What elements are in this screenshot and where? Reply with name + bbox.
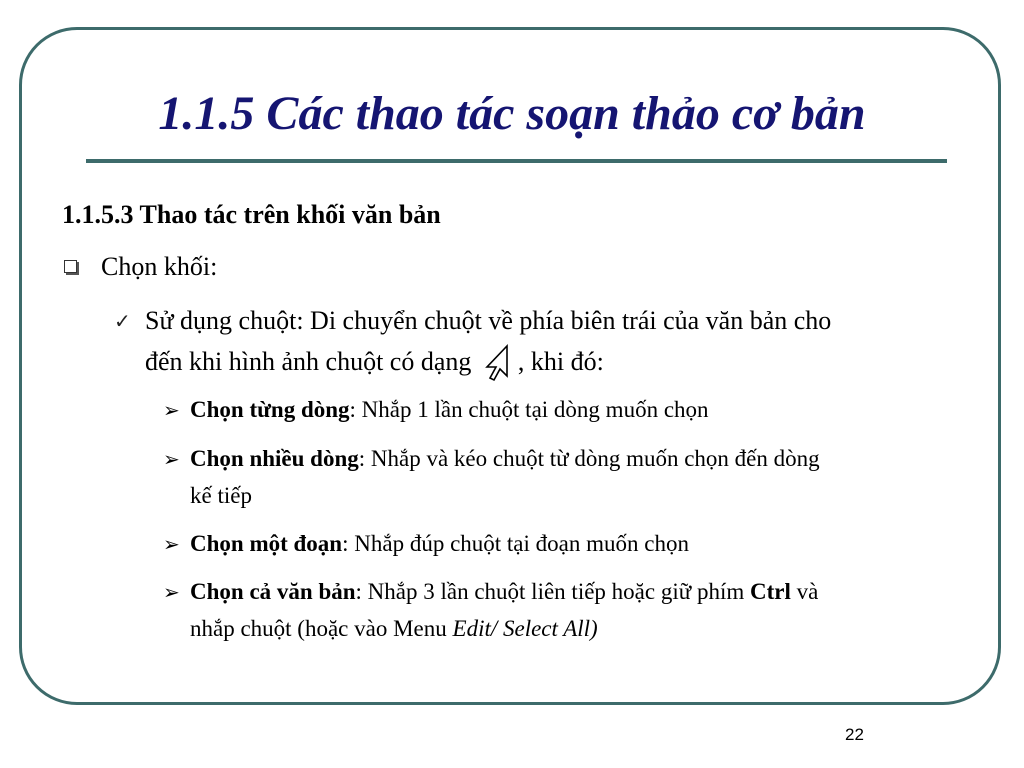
sub-bullet-line2-after: , khi đó: (517, 347, 604, 376)
item-4-bold: Chọn cả văn bản (190, 579, 356, 604)
item-4-ctrl: Ctrl (749, 579, 791, 604)
item-chon-mot-doan (190, 530, 689, 558)
item-chon-tung-dong (190, 396, 709, 424)
item-3-bold: Chọn một đoạn (190, 531, 343, 556)
item-1-bold: Chọn từng dòng (190, 397, 350, 422)
arrowhead-bullet-icon: ➢ (163, 398, 180, 422)
item-chon-ca-van-ban (190, 578, 818, 606)
item-4-line2-text: nhắp chuột (hoặc vào Menu (190, 616, 453, 641)
bullet-chon-khoi: Chọn khối: (101, 252, 218, 281)
arrowhead-bullet-icon: ➢ (163, 532, 180, 556)
item-2-line2: kế tiếp (190, 483, 252, 508)
item-4-line2 (190, 615, 598, 643)
item-4-text: : Nhắp 3 lần chuột liên tiếp hoặc giữ phím (355, 579, 750, 604)
arrowhead-bullet-icon: ➢ (163, 447, 180, 471)
sub-bullet-line1: Sử dụng chuột: Di chuyển chuột về phía biên trái của văn bản cho (145, 306, 832, 335)
slide-title: 1.1.5 Các thao tác soạn thảo cơ bản (158, 87, 866, 140)
item-4-text2: và (790, 579, 819, 604)
item-chon-nhieu-dong (190, 445, 820, 473)
sub-bullet-line2-before: đến khi hình ảnh chuột có dạng (145, 347, 478, 376)
item-2-bold: Chọn nhiều dòng (190, 446, 359, 471)
square-bullet-icon (64, 260, 77, 273)
arrowhead-bullet-icon: ➢ (163, 580, 180, 604)
section-heading: 1.1.5.3 Thao tác trên khối văn bản (62, 200, 441, 229)
right-pointing-arrow-cursor-icon (478, 342, 518, 382)
page-number: 22 (845, 725, 864, 744)
item-1-text: : Nhắp 1 lần chuột tại dòng muốn chọn (349, 397, 709, 422)
item-3-text: : Nhắp đúp chuột tại đoạn muốn chọn (342, 531, 689, 556)
item-2-text: : Nhắp và kéo chuột từ dòng muốn chọn đến dòng (358, 446, 820, 471)
checkmark-icon: ✓ (114, 309, 131, 333)
title-underline (86, 159, 947, 163)
item-4-menu-path: Edit/ Select All) (452, 616, 598, 641)
sub-bullet-line2 (145, 342, 604, 382)
